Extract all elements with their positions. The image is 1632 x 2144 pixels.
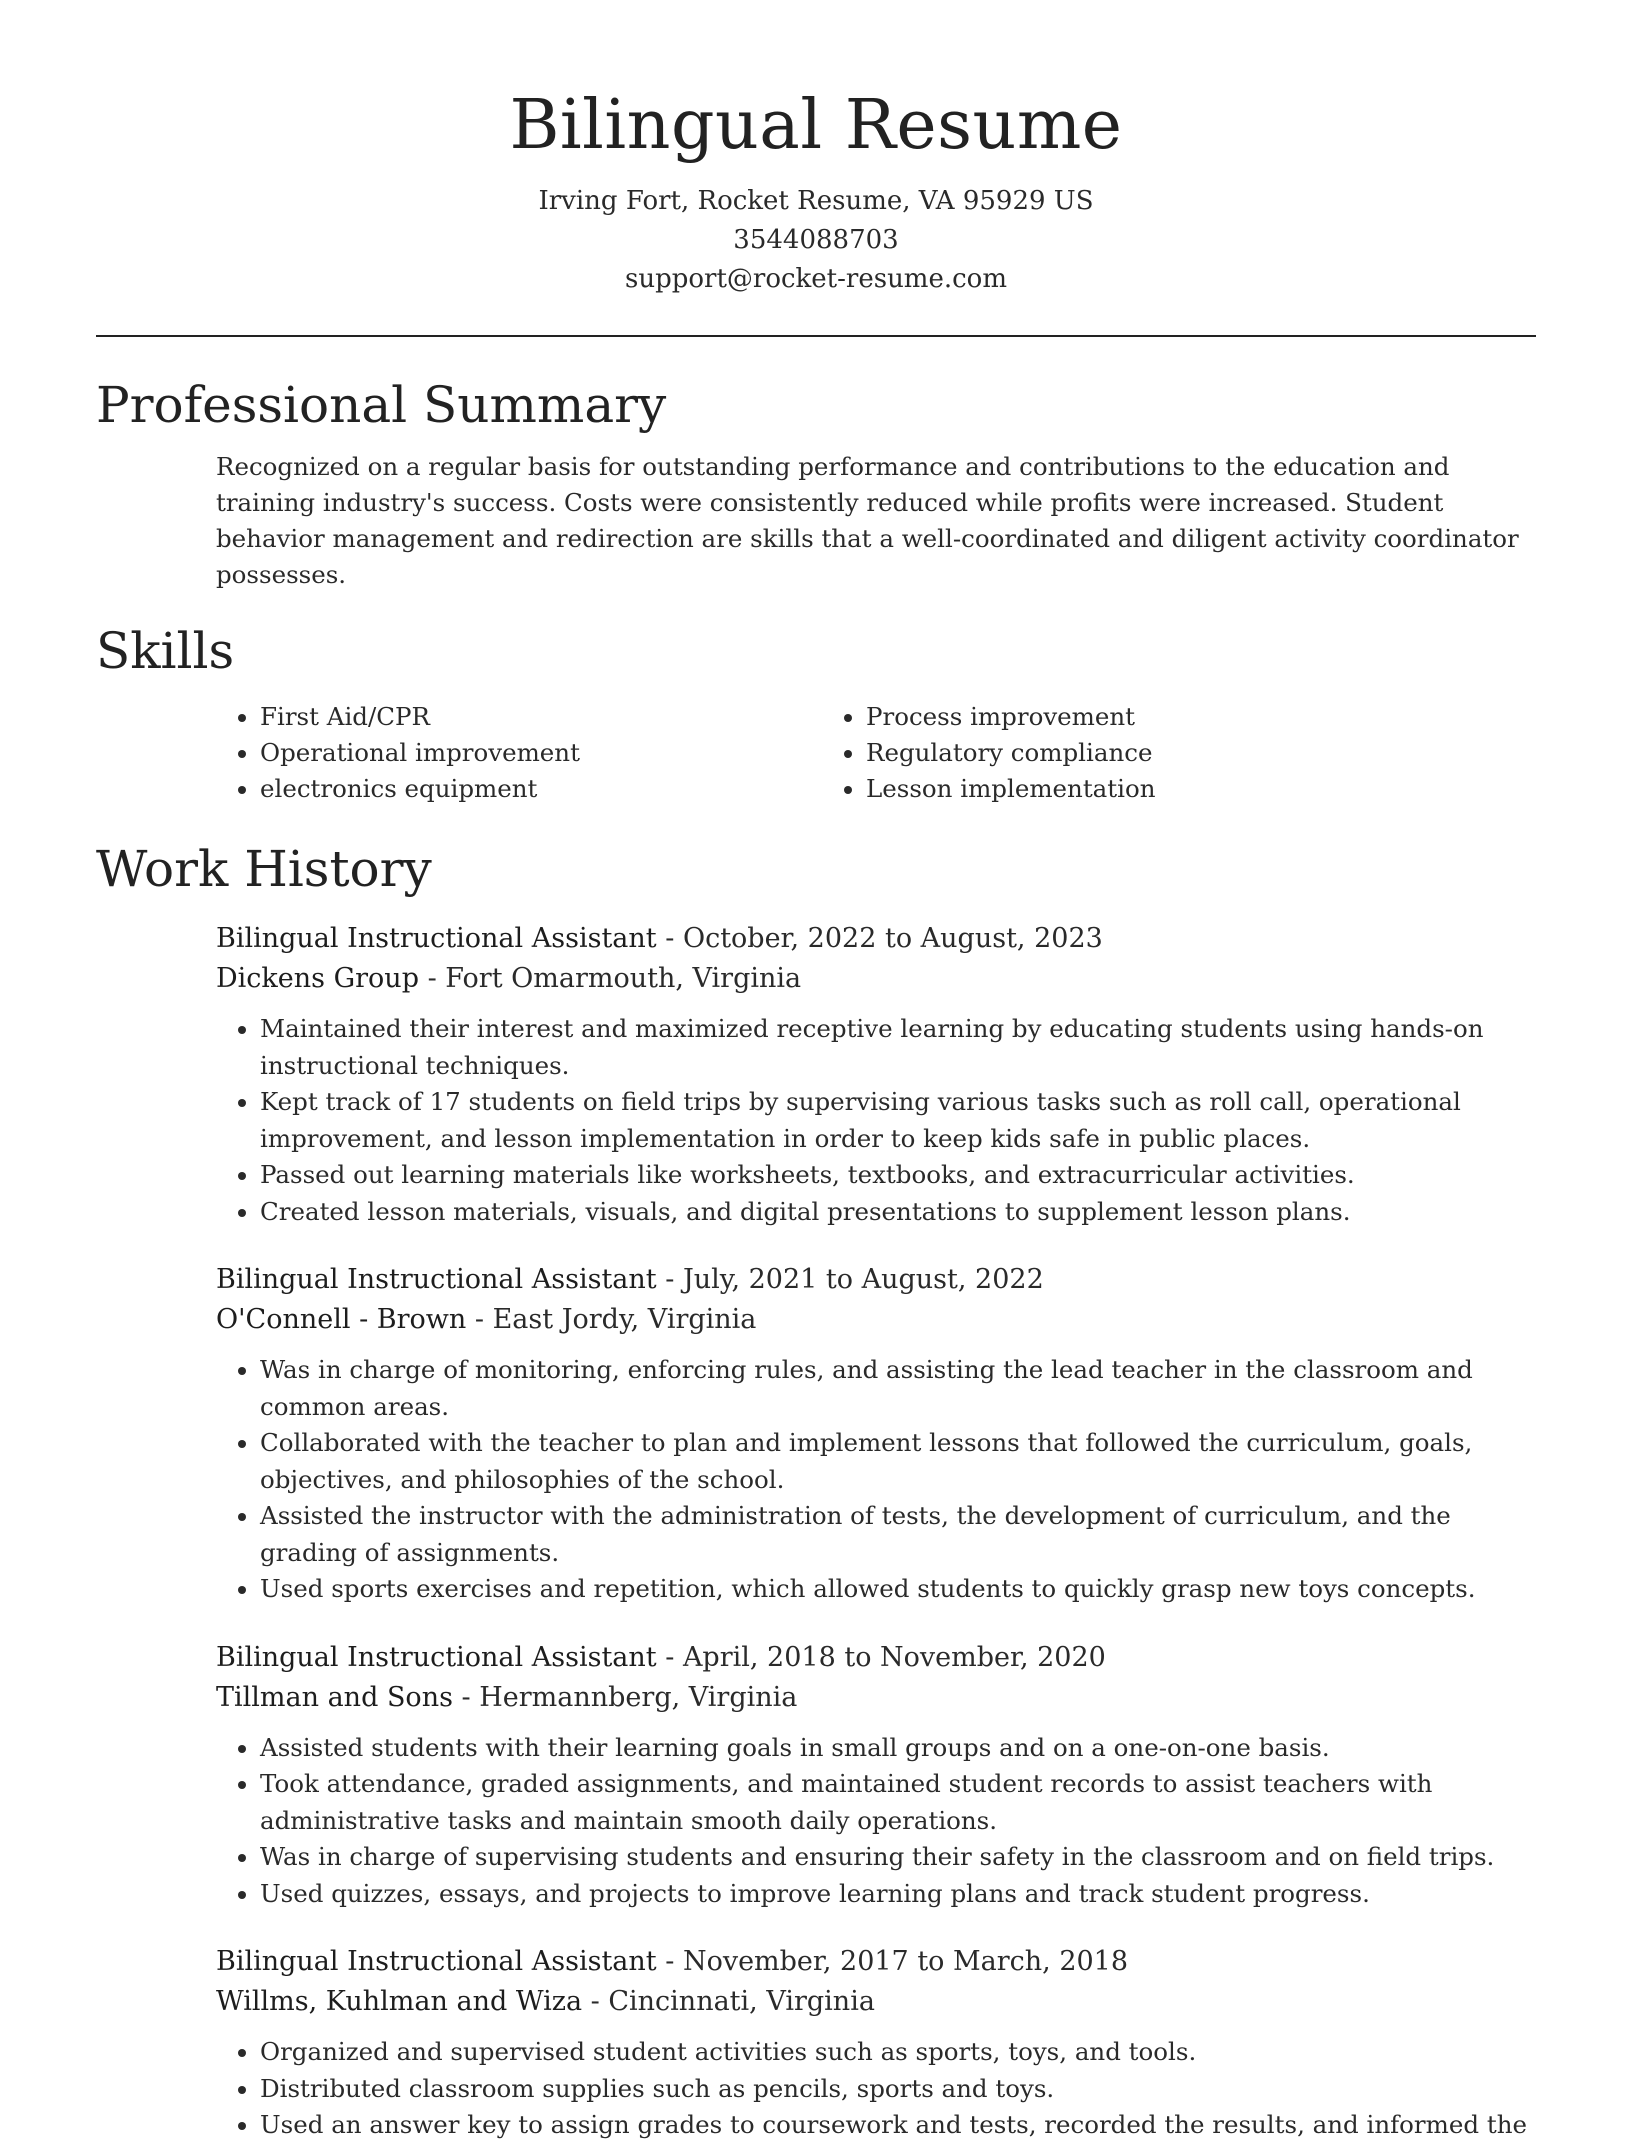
skill-item: • Process improvement	[866, 699, 1428, 735]
job-title-line	[216, 1942, 1536, 1982]
job-separator: -	[466, 1304, 493, 1335]
job-bullet-list	[216, 2034, 1536, 2144]
job-company-line	[216, 1678, 1536, 1718]
contact-phone: 3544088703	[733, 225, 899, 255]
job-bullet: • Distributed classroom supplies such as pencils, sports and toys.	[260, 2071, 1536, 2108]
job-bullet: • Kept track of 17 students on field trips by supervising various tasks such as roll call, operational improvement, and lesson implementation in order to keep kids safe in public places.	[260, 1084, 1536, 1157]
skills-section	[96, 621, 1536, 807]
job-bullet-list	[216, 1011, 1536, 1230]
summary-text: Recognized on a regular basis for outstanding performance and contributions to the education and training industry's success. Costs were consistently reduced while profits were increased. Student behavior management and redirection are skills that a well-coordinated and diligent activity coordinator possesses.	[216, 452, 1519, 589]
job-title: Bilingual Instructional Assistant	[216, 1641, 657, 1673]
job-location: East Jordy, Virginia	[492, 1304, 757, 1335]
job-bullet: • Was in charge of supervising students and ensuring their safety in the classroom and on field trips.	[260, 1839, 1536, 1876]
skills-title: Skills	[96, 622, 235, 680]
job-separator: -	[656, 1641, 683, 1673]
job-bullet-list	[216, 1352, 1536, 1608]
work-history-title: Work History	[96, 840, 432, 898]
job-bullet: • Used an answer key to assign grades to coursework and tests, recorded the results, and informed the	[260, 2107, 1536, 2144]
job-bullet: • Passed out learning materials like worksheets, textbooks, and extracurricular activities.	[260, 1157, 1536, 1194]
job-separator: -	[452, 1681, 480, 1713]
job-company: Tillman and Sons	[216, 1681, 453, 1713]
header-divider	[96, 335, 1536, 337]
skill-item: • Lesson implementation	[866, 771, 1428, 807]
job-bullet: • Took attendance, graded assignments, and maintained student records to assist teachers with administrative tasks and maintain smooth daily operations.	[260, 1766, 1536, 1839]
job-location: Fort Omarmouth, Virginia	[445, 963, 802, 994]
job-bullet: • Organized and supervised student activities such as sports, toys, and tools.	[260, 2034, 1536, 2071]
contact-address: Irving Fort, Rocket Resume, VA 95929 US	[538, 186, 1094, 216]
job-bullet: • Used quizzes, essays, and projects to improve learning plans and track student progress.	[260, 1876, 1536, 1913]
job-bullet: • Assisted the instructor with the administration of tests, the development of curriculum, and the grading of assignments.	[260, 1498, 1536, 1571]
skills-grid	[216, 699, 1536, 807]
job-title-line	[216, 1260, 1536, 1300]
job-location: Cincinnati, Virginia	[608, 1986, 875, 2017]
job-bullet-list	[216, 1730, 1536, 1913]
job-company-line	[216, 959, 1536, 999]
job-title: Bilingual Instructional Assistant	[216, 923, 657, 954]
job-entry-1	[216, 919, 1536, 1230]
work-history-section	[96, 839, 1536, 2144]
job-company: Willms, Kuhlman and Wiza	[216, 1986, 583, 2017]
job-bullet: • Collaborated with the teacher to plan and implement lessons that followed the curriculum, goals, objectives, and philosophies of the school.	[260, 1425, 1536, 1498]
job-separator: -	[656, 923, 683, 954]
skill-item: • Operational improvement	[260, 735, 822, 771]
job-title: Bilingual Instructional Assistant	[216, 1264, 657, 1295]
job-bullet: • Used sports exercises and repetition, which allowed students to quickly grasp new toys concepts.	[260, 1571, 1536, 1608]
job-bullet: • Maintained their interest and maximized receptive learning by educating students using hands-on instructional techniques.	[260, 1011, 1536, 1084]
job-company-line	[216, 1300, 1536, 1340]
job-entry-2	[216, 1260, 1536, 1608]
skill-item: • Regulatory compliance	[866, 735, 1428, 771]
skill-item: • electronics equipment	[260, 771, 822, 807]
job-company: Dickens Group	[216, 963, 419, 994]
job-bullet: • Was in charge of monitoring, enforcing rules, and assisting the lead teacher in the classroom and common areas.	[260, 1352, 1536, 1425]
job-dates: October, 2022 to August, 2023	[682, 923, 1103, 954]
contact-block	[96, 182, 1536, 299]
skills-right-column	[822, 699, 1428, 807]
job-dates: November, 2017 to March, 2018	[682, 1946, 1129, 1977]
resume-page	[96, 0, 1536, 2144]
job-company-line	[216, 1982, 1536, 2022]
job-location: Hermannberg, Virginia	[479, 1681, 798, 1713]
job-entry-4	[216, 1942, 1536, 2144]
skill-item: • First Aid/CPR	[260, 699, 822, 735]
job-separator: -	[656, 1264, 683, 1295]
job-company: O'Connell - Brown	[216, 1304, 467, 1335]
job-dates: April, 2018 to November, 2020	[682, 1641, 1106, 1673]
skills-left-column	[216, 699, 822, 807]
resume-header	[96, 0, 1536, 299]
job-separator: -	[418, 963, 446, 994]
job-title-line	[216, 919, 1536, 959]
job-dates: July, 2021 to August, 2022	[682, 1264, 1044, 1295]
summary-title: Professional Summary	[96, 376, 667, 434]
job-bullet: • Created lesson materials, visuals, and digital presentations to supplement lesson plans.	[260, 1194, 1536, 1231]
summary-section	[96, 375, 1536, 593]
job-separator: -	[582, 1986, 609, 2017]
job-bullet: • Assisted students with their learning goals in small groups and on a one-on-one basis.	[260, 1730, 1536, 1767]
contact-email: support@rocket-resume.com	[624, 264, 1007, 294]
job-entry-3	[216, 1638, 1536, 1913]
job-title: Bilingual Instructional Assistant	[216, 1946, 657, 1977]
job-separator: -	[656, 1946, 683, 1977]
job-title-line	[216, 1638, 1536, 1678]
resume-name: Bilingual Resume	[509, 86, 1123, 165]
